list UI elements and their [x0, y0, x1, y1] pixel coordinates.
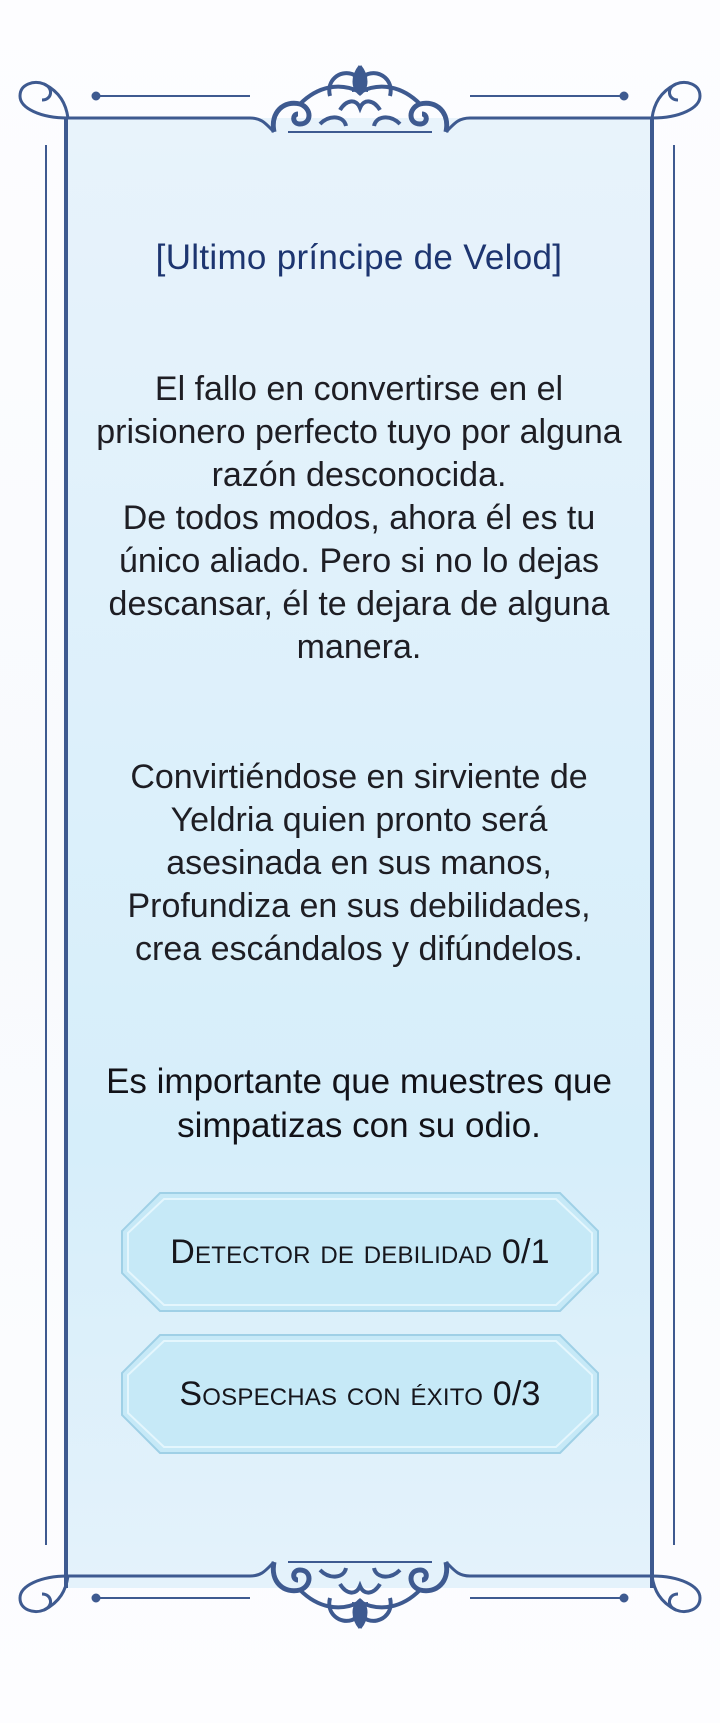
- quest-title: [Ultimo príncipe de Velod]: [155, 238, 563, 277]
- bottom-flourish-icon: [20, 1562, 700, 1628]
- objective-label: Sospechas con éxito 0/3: [179, 1374, 541, 1413]
- objective-label: Detector de debilidad 0/1: [170, 1232, 550, 1271]
- objective-successful-suspicions[interactable]: [120, 1333, 600, 1455]
- quest-mission: Convirtiéndose en sirviente de Yeldria quien pronto será asesinada en sus manos, Profundiza en sus debilidades, crea escándalos y difúndelos.: [127, 758, 591, 968]
- quest-description: El fallo en convertirse en el prisionero perfecto tuyo por alguna razón desconocida. De todos modos, ahora él es tu único aliado. Pero si no lo dejas descansar, él te dejara de alguna manera.: [96, 370, 622, 666]
- objective-weakness-detector[interactable]: [120, 1191, 600, 1313]
- top-flourish-icon: [20, 66, 700, 132]
- quest-hint: Es importante que muestres que simpatizas con su odio.: [106, 1062, 612, 1145]
